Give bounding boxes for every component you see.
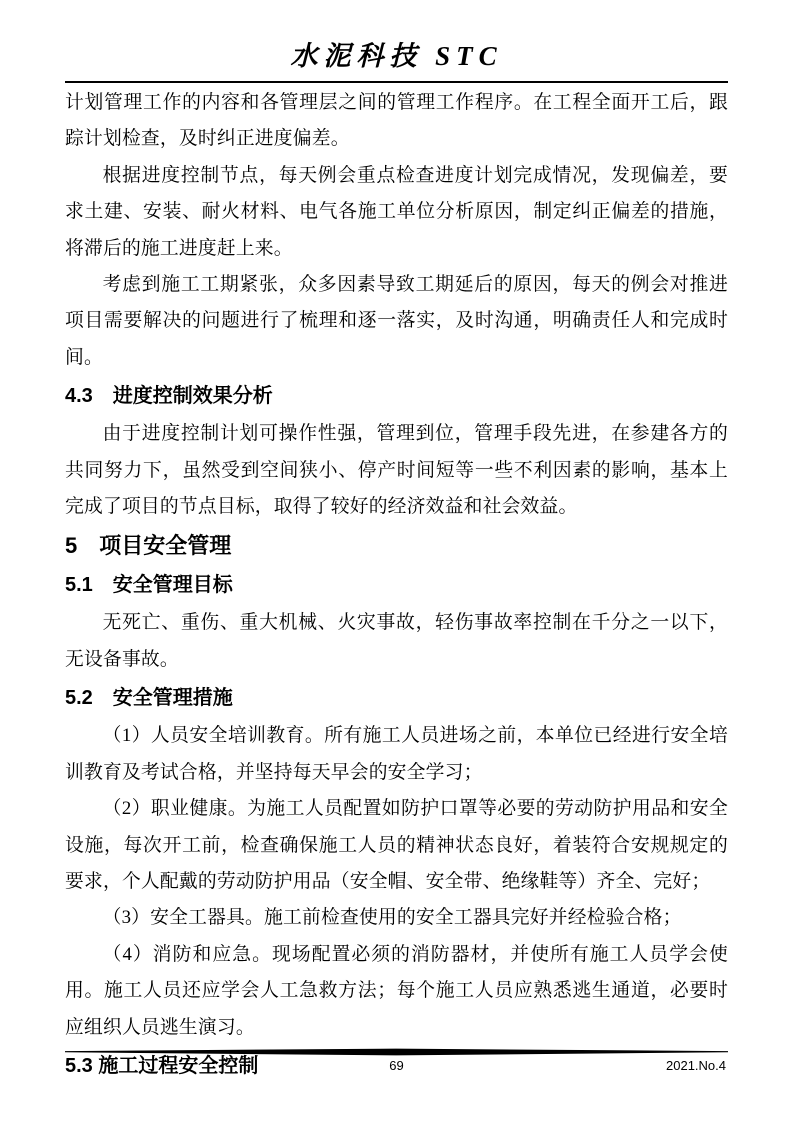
body-text xyxy=(65,85,728,1085)
page-footer xyxy=(65,1048,728,1076)
paragraph: 由于进度控制计划可操作性强，管理到位，管理手段先进，在参建各方的共同努力下，虽然受到空间狭小、停产时间短等一些不利因素的影响，基本上完成了项目的节点目标，取得了较好的经济效益和社会效益。 xyxy=(65,423,728,518)
section-heading-5-3: 5.3 施工过程安全控制 xyxy=(65,1054,259,1077)
paragraph: 无死亡、重伤、重大机械、火灾事故，轻伤事故率控制在千分之一以下，无设备事故。 xyxy=(65,612,728,670)
paragraph-list-item-4: （4）消防和应急。现场配置必须的消防器材，并使所有施工人员学会使用。施工人员还应学会人工急救方法；每个施工人员应熟悉逃生通道，必要时应组织人员逃生演习。 xyxy=(65,943,728,1038)
section-heading-5-1: 5.1 安全管理目标 xyxy=(65,574,233,597)
footer-row xyxy=(65,1058,728,1076)
section-heading-4-3: 4.3 进度控制效果分析 xyxy=(65,385,273,408)
paragraph-list-item-3: （3）安全工器具。施工前检查使用的安全工器具完好并经检验合格； xyxy=(102,907,682,929)
footer-tapered-rule xyxy=(65,1048,728,1056)
section-heading-5-2: 5.2 安全管理措施 xyxy=(65,687,233,710)
issue-number: 2021.No.4 xyxy=(666,1058,726,1073)
header-rule xyxy=(65,81,728,83)
journal-header-title: 水泥科技 STC xyxy=(290,41,503,71)
paragraph: 根据进度控制节点，每天例会重点检查进度计划完成情况，发现偏差，要求土建、安装、耐火材料、电气各施工单位分析原因，制定纠正偏差的措施，将滞后的施工进度赶上来。 xyxy=(65,164,728,259)
page-content xyxy=(65,36,728,1086)
paragraph: 考虑到施工工期紧张，众多因素导致工期延后的原因，每天的例会对推进项目需要解决的问题进行了梳理和逐一落实，及时沟通，明确责任人和完成时间。 xyxy=(65,274,728,368)
paragraph-list-item-1: （1）人员安全培训教育。所有施工人员进场之前，本单位已经进行安全培训教育及考试合格，并坚持每天早会的安全学习； xyxy=(65,725,728,783)
section-heading-5: 5 项目安全管理 xyxy=(65,533,232,559)
page-number: 69 xyxy=(389,1058,404,1073)
paragraph-list-item-2: （2）职业健康。为施工人员配置如防护口罩等必要的劳动防护用品和安全设施，每次开工前，检查确保施工人员的精神状态良好，着装符合安规规定的要求，个人配戴的劳动防护用品（安全帽、安全带、绝缘鞋等）齐全、完好； xyxy=(65,798,728,892)
paragraph-continuation: 计划管理工作的内容和各管理层之间的管理工作程序。在工程全面开工后，跟踪计划检查，及时纠正进度偏差。 xyxy=(65,92,728,150)
